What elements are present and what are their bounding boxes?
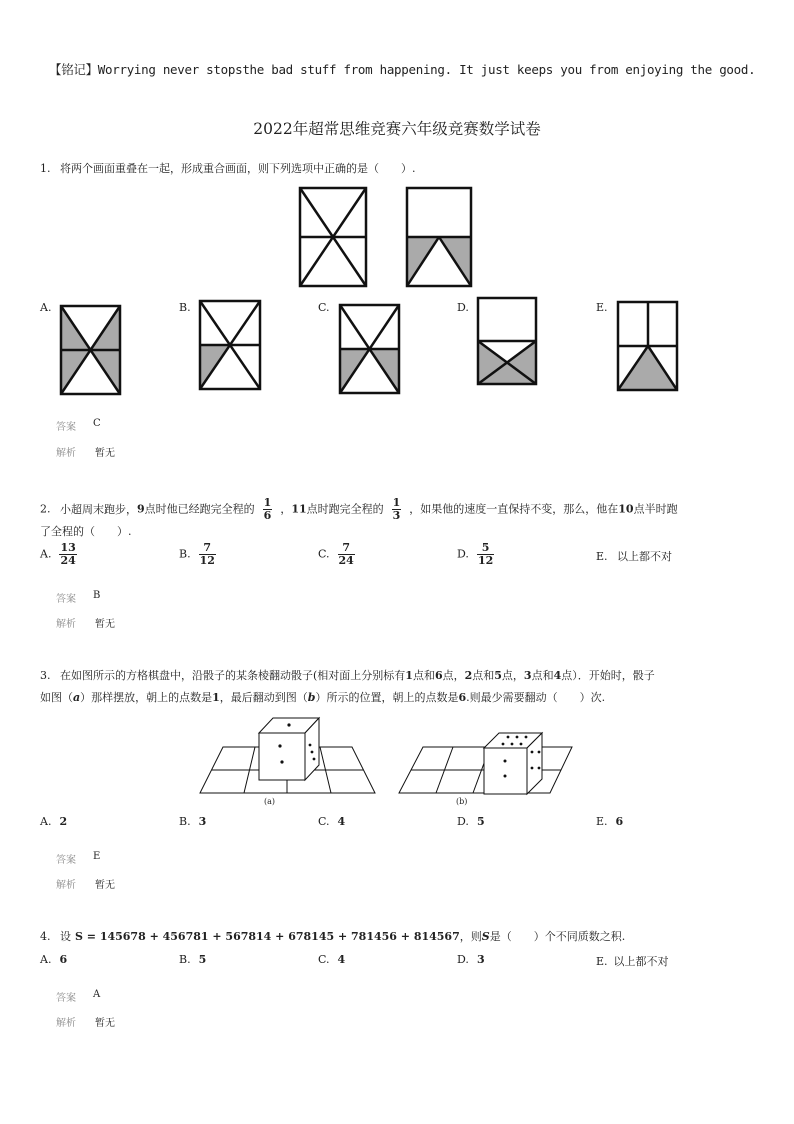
- question-text: 点，: [501, 669, 524, 682]
- option-label: A.: [40, 547, 52, 561]
- fraction: [392, 497, 402, 522]
- option-text: 以上都不对: [617, 550, 673, 563]
- option-label: D.: [457, 547, 469, 561]
- analysis-value: 暂无: [95, 448, 115, 459]
- answer-value: A: [93, 989, 101, 1000]
- option-value: 4: [337, 953, 346, 966]
- option-d[interactable]: [457, 953, 485, 966]
- fraction-denominator: 12: [477, 554, 494, 567]
- option-label: E.: [596, 955, 608, 968]
- analysis-value: 暂无: [95, 1018, 115, 1029]
- option-label: C.: [318, 953, 330, 966]
- option-value: 5: [198, 953, 207, 966]
- question-text: ）那样摆放，朝上的点数是: [80, 691, 213, 704]
- variable: a: [73, 691, 81, 704]
- answer-label: 答案: [56, 594, 76, 605]
- motto: 【铭记】Worrying never stopsthe bad stuff from happening. It just keeps you from enjoying the good.: [49, 62, 756, 77]
- question-1: [40, 158, 416, 180]
- question-text: 是（ ）个不同质数之积.: [489, 930, 626, 943]
- answer-label: 答案: [56, 422, 76, 433]
- analysis-label: 解析: [56, 448, 76, 459]
- number: 1: [405, 669, 413, 682]
- question-text: ，: [280, 502, 292, 516]
- option-label: C.: [318, 815, 330, 828]
- fraction: [59, 542, 76, 567]
- option-value: 4: [337, 815, 346, 828]
- answer-label: 答案: [56, 993, 76, 1004]
- question-text: .则最少需要翻动（ ）次.: [466, 691, 606, 704]
- question-number: 3.: [40, 669, 51, 682]
- option-a[interactable]: [40, 815, 67, 828]
- option-e[interactable]: [596, 953, 669, 969]
- question-text: 将两个画面重叠在一起，形成重合画面，则下列选项中正确的是（ ）.: [60, 162, 416, 175]
- analysis-value: 暂无: [95, 619, 115, 630]
- option-b[interactable]: [179, 815, 206, 828]
- question-text: ，则: [459, 930, 482, 943]
- fraction: [338, 542, 355, 567]
- option-label: A.: [40, 953, 52, 966]
- number: 6: [458, 691, 467, 704]
- option-c[interactable]: [318, 953, 345, 966]
- number: 6: [434, 669, 443, 682]
- analysis-label: 解析: [56, 619, 76, 630]
- figure-caption-b: (b): [456, 797, 468, 806]
- analysis-value: 暂无: [95, 880, 115, 891]
- number: 1: [212, 691, 220, 704]
- answer-label: 答案: [56, 855, 76, 866]
- option-label: E.: [596, 815, 608, 828]
- figure-caption-a: (a): [264, 797, 276, 806]
- option-label: D.: [457, 815, 469, 828]
- option-label: B.: [179, 815, 191, 828]
- fraction-numerator: 1: [392, 496, 401, 509]
- question-text: 点半时跑: [633, 502, 678, 516]
- option-d[interactable]: [457, 815, 485, 828]
- question-text: 点和: [531, 669, 554, 682]
- option-value: 3: [476, 953, 485, 966]
- question-text: 点时跑完全程的: [306, 502, 384, 516]
- question-3: [40, 665, 655, 687]
- question-text: ）所示的位置，朝上的点数是: [315, 691, 459, 704]
- fraction: [477, 542, 494, 567]
- fraction-numerator: 7: [199, 542, 216, 555]
- option-label: D.: [457, 953, 469, 966]
- answer-value: E: [93, 851, 101, 862]
- fraction-denominator: 12: [199, 554, 215, 567]
- question-text: 设: [60, 930, 71, 943]
- question-text: 小超周末跑步，: [60, 502, 137, 516]
- option-label: C.: [318, 547, 330, 561]
- option-label: B.: [179, 953, 191, 966]
- option-value: 5: [476, 815, 485, 828]
- variable: b: [307, 691, 316, 704]
- question-2: [40, 497, 678, 522]
- option-e[interactable]: [596, 548, 672, 564]
- option-value: 6: [59, 953, 68, 966]
- option-d[interactable]: [457, 542, 502, 567]
- number: 5: [494, 669, 502, 682]
- analysis-label: 解析: [56, 880, 76, 891]
- option-text: 以上都不对: [613, 955, 669, 968]
- question-text: 如图（: [40, 691, 73, 704]
- option-label: A.: [40, 815, 52, 828]
- variable: S: [481, 930, 490, 943]
- option-e-label[interactable]: E.: [596, 301, 608, 314]
- fraction-denominator: 24: [60, 554, 76, 567]
- analysis-label: 解析: [56, 1018, 76, 1029]
- question-text: 在如图所示的方格棋盘中，沿骰子的某条棱翻动骰子(相对面上分别标有: [60, 669, 406, 682]
- fraction-numerator: 13: [60, 541, 76, 554]
- question-2-line-2: 了全程的（ ）.: [40, 525, 132, 538]
- option-a-label[interactable]: A.: [40, 301, 52, 314]
- fraction: [199, 542, 216, 567]
- option-b[interactable]: [179, 542, 224, 567]
- math-expression: S = 145678 + 456781 + 567814 + 678145 + 781456 + 814567: [75, 930, 460, 943]
- question-text: 点和: [472, 669, 495, 682]
- number: 3: [523, 669, 532, 682]
- question-text: 点）．开始时，骰子: [561, 669, 655, 682]
- option-label: B.: [179, 547, 191, 561]
- option-value: 3: [198, 815, 207, 828]
- question-number: 4.: [40, 930, 51, 943]
- option-label: E.: [596, 550, 608, 563]
- answer-value: C: [93, 418, 101, 429]
- question-number: 2.: [40, 502, 51, 516]
- fraction-denominator: 24: [338, 554, 354, 567]
- option-c[interactable]: [318, 542, 363, 567]
- question-number: 1.: [40, 162, 51, 175]
- question-text: ，最后翻动到图（: [219, 691, 308, 704]
- option-e[interactable]: [596, 815, 623, 828]
- option-a[interactable]: [40, 542, 85, 567]
- option-d-label[interactable]: D.: [457, 301, 469, 314]
- question-4: [40, 926, 625, 948]
- page-title: 2022年超常思维竞赛六年级竞赛数学试卷: [253, 120, 541, 138]
- fraction-numerator: 5: [477, 542, 494, 555]
- option-value: 2: [59, 815, 68, 828]
- fraction: [263, 497, 273, 522]
- option-value: 6: [615, 815, 624, 828]
- question-text: 点时他已经跑完全程的: [144, 502, 255, 516]
- question-3-line-2: [40, 687, 605, 709]
- fraction-denominator: 3: [392, 509, 401, 522]
- answer-value: B: [93, 590, 101, 601]
- number: 9: [137, 502, 145, 516]
- option-b[interactable]: [179, 953, 206, 966]
- fraction-numerator: 1: [263, 496, 272, 509]
- number: 11: [291, 502, 307, 516]
- option-a[interactable]: [40, 953, 67, 966]
- question-text: 点和: [412, 669, 435, 682]
- number: 2: [464, 669, 473, 682]
- fraction-numerator: 7: [338, 542, 355, 555]
- fraction-denominator: 6: [263, 509, 272, 522]
- number: 4: [553, 669, 562, 682]
- option-c-label[interactable]: C.: [318, 301, 330, 314]
- question-text: ，如果他的速度一直保持不变，那么，他在: [409, 502, 619, 516]
- option-b-label[interactable]: B.: [179, 301, 191, 314]
- number: 10: [618, 502, 634, 516]
- question-text: 点，: [442, 669, 465, 682]
- option-c[interactable]: [318, 815, 345, 828]
